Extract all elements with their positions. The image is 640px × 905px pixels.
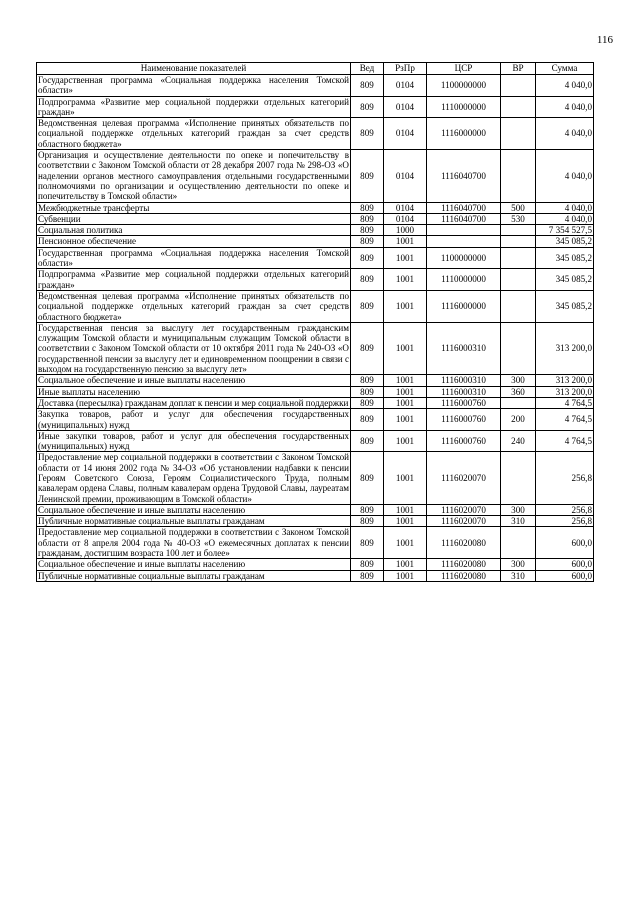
cell-ved: 809: [351, 570, 384, 581]
cell-rzpr: 1001: [384, 386, 427, 397]
table-row: [37, 430, 594, 452]
cell-rzpr: 1001: [384, 322, 427, 374]
cell-rzpr: 1001: [384, 516, 427, 527]
cell-name: Ведомственная целевая программа «Исполнение принятых обязательств по социальной поддержке отдельных категорий граждан за счет средств областного бюджета»: [38, 118, 349, 149]
cell-vr: 300: [501, 559, 536, 570]
cell-name: Организация и осуществление деятельности по опеке и попечительству в соответствии с Законом Томской области от 28 декабря 2007 года № 298-ОЗ «О наделении органов местного самоуправления отдельными государственными полномочиями по организации и осуществлению деятельности по опеке и попечительству в Томской области»: [38, 150, 349, 202]
cell-rzpr: 1000: [384, 225, 427, 236]
header-name: Наименование показателей: [37, 63, 351, 75]
cell-ved: 809: [351, 75, 384, 97]
cell-rzpr: 1001: [384, 247, 427, 269]
cell-ved: 809: [351, 527, 384, 559]
table-row: [37, 213, 594, 224]
cell-rzpr: 1001: [384, 290, 427, 322]
cell-name: Иные закупки товаров, работ и услуг для обеспечения государственных (муниципальных) нужд: [38, 430, 349, 452]
table-row: [37, 202, 594, 213]
cell-rzpr: 1001: [384, 236, 427, 247]
cell-sum: 4 764,5: [536, 430, 594, 452]
cell-vr: [501, 397, 536, 408]
cell-csr: 1116020080: [427, 570, 501, 581]
cell-rzpr: 1001: [384, 570, 427, 581]
table-row: [37, 269, 594, 291]
cell-vr: 310: [501, 516, 536, 527]
cell-vr: 500: [501, 202, 536, 213]
cell-csr: 1116020070: [427, 504, 501, 515]
cell-ved: 809: [351, 213, 384, 224]
cell-csr: 1116000000: [427, 290, 501, 322]
cell-name: Предоставление мер социальной поддержки в соответствии с Законом Томской области от 8 апреля 2004 года № 40-ОЗ «О ежемесячных доплатах к пенсии гражданам, достигшим возраста 100 лет и более»: [38, 527, 349, 559]
cell-name: Предоставление мер социальной поддержки в соответствии с Законом Томской области от 14 июня 2002 года № 34-ОЗ «Об установлении надбавки к пенсии Героям Советского Союза, Героям Социалистического Труда, полным кавалерам ордена Славы, полным кавалерам ордена Трудовой Славы, лауреатам Ленинской премии, проживающим в Томской области»: [38, 452, 349, 504]
header-ved: Вед: [351, 63, 384, 75]
cell-sum: 600,0: [536, 559, 594, 570]
cell-sum: 313 200,0: [536, 322, 594, 374]
cell-csr: 1116000760: [427, 430, 501, 452]
cell-sum: 313 200,0: [536, 386, 594, 397]
table-row: [37, 516, 594, 527]
table-row: [37, 409, 594, 431]
cell-rzpr: 0104: [384, 202, 427, 213]
cell-csr: [427, 225, 501, 236]
cell-ved: 809: [351, 247, 384, 269]
cell-csr: 1100000000: [427, 75, 501, 97]
cell-vr: [501, 527, 536, 559]
cell-sum: 4 040,0: [536, 150, 594, 202]
cell-rzpr: 1001: [384, 397, 427, 408]
cell-vr: 240: [501, 430, 536, 452]
header-csr: ЦСР: [427, 63, 501, 75]
cell-vr: 300: [501, 504, 536, 515]
cell-sum: 4 040,0: [536, 202, 594, 213]
cell-ved: 809: [351, 322, 384, 374]
cell-ved: 809: [351, 504, 384, 515]
cell-csr: 1116020070: [427, 516, 501, 527]
cell-rzpr: 1001: [384, 504, 427, 515]
cell-sum: 4 764,5: [536, 397, 594, 408]
page-number: 116: [596, 34, 613, 46]
cell-rzpr: 1001: [384, 430, 427, 452]
cell-ved: 809: [351, 409, 384, 431]
cell-sum: 4 040,0: [536, 96, 594, 118]
cell-sum: 256,8: [536, 452, 594, 504]
cell-name: Государственная пенсия за выслугу лет государственным гражданским служащим Томской области и муниципальным служащим Томской области в соответствии с Законом Томской области от 10 октября 2011 года № 240-ОЗ «О государственной пенсии за выслугу лет и единовременном поощрении в связи с выходом на государственную пенсию за выслугу лет»: [38, 322, 349, 375]
header-sum: Сумма: [536, 63, 594, 75]
cell-ved: 809: [351, 559, 384, 570]
cell-csr: 1116000760: [427, 409, 501, 431]
cell-ved: 809: [351, 269, 384, 291]
cell-ved: 809: [351, 225, 384, 236]
cell-ved: 809: [351, 397, 384, 408]
cell-rzpr: 0104: [384, 150, 427, 202]
cell-ved: 809: [351, 236, 384, 247]
cell-csr: 1116020070: [427, 452, 501, 504]
cell-name: Социальная политика: [37, 225, 351, 236]
budget-table: [36, 62, 594, 582]
table-row: [37, 290, 594, 322]
cell-csr: 1116040700: [427, 202, 501, 213]
cell-rzpr: 1001: [384, 452, 427, 504]
table-row: [37, 236, 594, 247]
cell-csr: 1110000000: [427, 96, 501, 118]
cell-csr: 1116040700: [427, 150, 501, 202]
header-vr: ВР: [501, 63, 536, 75]
cell-sum: 7 354 527,5: [536, 225, 594, 236]
table-row: [37, 247, 594, 269]
table-row: [37, 375, 594, 386]
cell-name: Иные выплаты населению: [37, 386, 351, 397]
cell-csr: 1116000310: [427, 375, 501, 386]
cell-name: Закупка товаров, работ и услуг для обеспечения государственных (муниципальных) нужд: [38, 409, 349, 430]
table-body: [37, 75, 594, 582]
cell-ved: 809: [351, 290, 384, 322]
cell-name: Социальное обеспечение и иные выплаты населению: [37, 375, 351, 386]
cell-ved: 809: [351, 430, 384, 452]
cell-ved: 809: [351, 118, 384, 150]
header-rzpr: РзПр: [384, 63, 427, 75]
cell-rzpr: 1001: [384, 375, 427, 386]
cell-sum: 345 085,2: [536, 236, 594, 247]
table-row: [37, 397, 594, 408]
cell-sum: 600,0: [536, 570, 594, 581]
table-row: [37, 386, 594, 397]
cell-name: Государственная программа «Социальная поддержка населения Томской области»: [38, 247, 349, 269]
cell-rzpr: 1001: [384, 527, 427, 559]
cell-vr: [501, 236, 536, 247]
cell-sum: 4 040,0: [536, 213, 594, 224]
cell-csr: 1116020080: [427, 559, 501, 570]
cell-name: Публичные нормативные социальные выплаты гражданам: [37, 570, 351, 581]
cell-vr: [501, 225, 536, 236]
cell-vr: [501, 290, 536, 322]
cell-vr: 200: [501, 409, 536, 431]
cell-csr: 1116000310: [427, 322, 501, 374]
cell-vr: 530: [501, 213, 536, 224]
table-row: [37, 527, 594, 559]
table-row: [37, 225, 594, 236]
cell-name: Подпрограмма «Развитие мер социальной поддержки отдельных категорий граждан»: [38, 269, 349, 290]
cell-vr: 310: [501, 570, 536, 581]
cell-ved: 809: [351, 452, 384, 504]
cell-name: Социальное обеспечение и иные выплаты населению: [37, 504, 351, 515]
cell-vr: [501, 269, 536, 291]
cell-name: Социальное обеспечение и иные выплаты населению: [37, 559, 351, 570]
table-row: [37, 570, 594, 581]
cell-ved: 809: [351, 516, 384, 527]
cell-sum: 256,8: [536, 504, 594, 515]
cell-sum: 600,0: [536, 527, 594, 559]
cell-vr: [501, 322, 536, 374]
cell-rzpr: 1001: [384, 269, 427, 291]
cell-sum: 4 764,5: [536, 409, 594, 431]
cell-vr: [501, 118, 536, 150]
table-row: [37, 96, 594, 118]
cell-sum: 345 085,2: [536, 290, 594, 322]
cell-rzpr: 0104: [384, 213, 427, 224]
cell-sum: 345 085,2: [536, 247, 594, 269]
cell-csr: 1116000310: [427, 386, 501, 397]
cell-csr: 1116000000: [427, 118, 501, 150]
cell-vr: [501, 96, 536, 118]
cell-vr: 360: [501, 386, 536, 397]
cell-rzpr: 0104: [384, 96, 427, 118]
cell-name: Доставка (пересылка) гражданам доплат к пенсии и мер социальной поддержки: [37, 397, 351, 408]
cell-rzpr: 0104: [384, 75, 427, 97]
cell-name: Пенсионное обеспечение: [37, 236, 351, 247]
cell-sum: 4 040,0: [536, 75, 594, 97]
cell-sum: 4 040,0: [536, 118, 594, 150]
cell-csr: 1100000000: [427, 247, 501, 269]
cell-vr: [501, 75, 536, 97]
table-row: [37, 150, 594, 202]
cell-csr: 1110000000: [427, 269, 501, 291]
cell-vr: 300: [501, 375, 536, 386]
cell-vr: [501, 150, 536, 202]
cell-name: Субвенции: [37, 213, 351, 224]
cell-rzpr: 0104: [384, 118, 427, 150]
cell-ved: 809: [351, 202, 384, 213]
cell-name: Межбюджетные трансферты: [37, 202, 351, 213]
cell-sum: 345 085,2: [536, 269, 594, 291]
cell-name: Публичные нормативные социальные выплаты гражданам: [37, 516, 351, 527]
table-row: [37, 75, 594, 97]
table-row: [37, 118, 594, 150]
cell-rzpr: 1001: [384, 409, 427, 431]
cell-ved: 809: [351, 150, 384, 202]
cell-vr: [501, 452, 536, 504]
table-row: [37, 504, 594, 515]
cell-name: Подпрограмма «Развитие мер социальной поддержки отдельных категорий граждан»: [38, 96, 349, 117]
cell-ved: 809: [351, 375, 384, 386]
table-header-row: [37, 63, 594, 75]
table-row: [37, 559, 594, 570]
cell-name: Государственная программа «Социальная поддержка населения Томской области»: [38, 75, 349, 96]
cell-csr: 1116020080: [427, 527, 501, 559]
cell-rzpr: 1001: [384, 559, 427, 570]
cell-csr: [427, 236, 501, 247]
cell-sum: 256,8: [536, 516, 594, 527]
cell-csr: 1116000760: [427, 397, 501, 408]
table-row: [37, 452, 594, 504]
cell-ved: 809: [351, 96, 384, 118]
cell-sum: 313 200,0: [536, 375, 594, 386]
cell-ved: 809: [351, 386, 384, 397]
table-row: [37, 322, 594, 374]
cell-vr: [501, 247, 536, 269]
cell-name: Ведомственная целевая программа «Исполнение принятых обязательств по социальной поддержке отдельных категорий граждан за счет средств областного бюджета»: [38, 290, 349, 322]
cell-csr: 1116040700: [427, 213, 501, 224]
